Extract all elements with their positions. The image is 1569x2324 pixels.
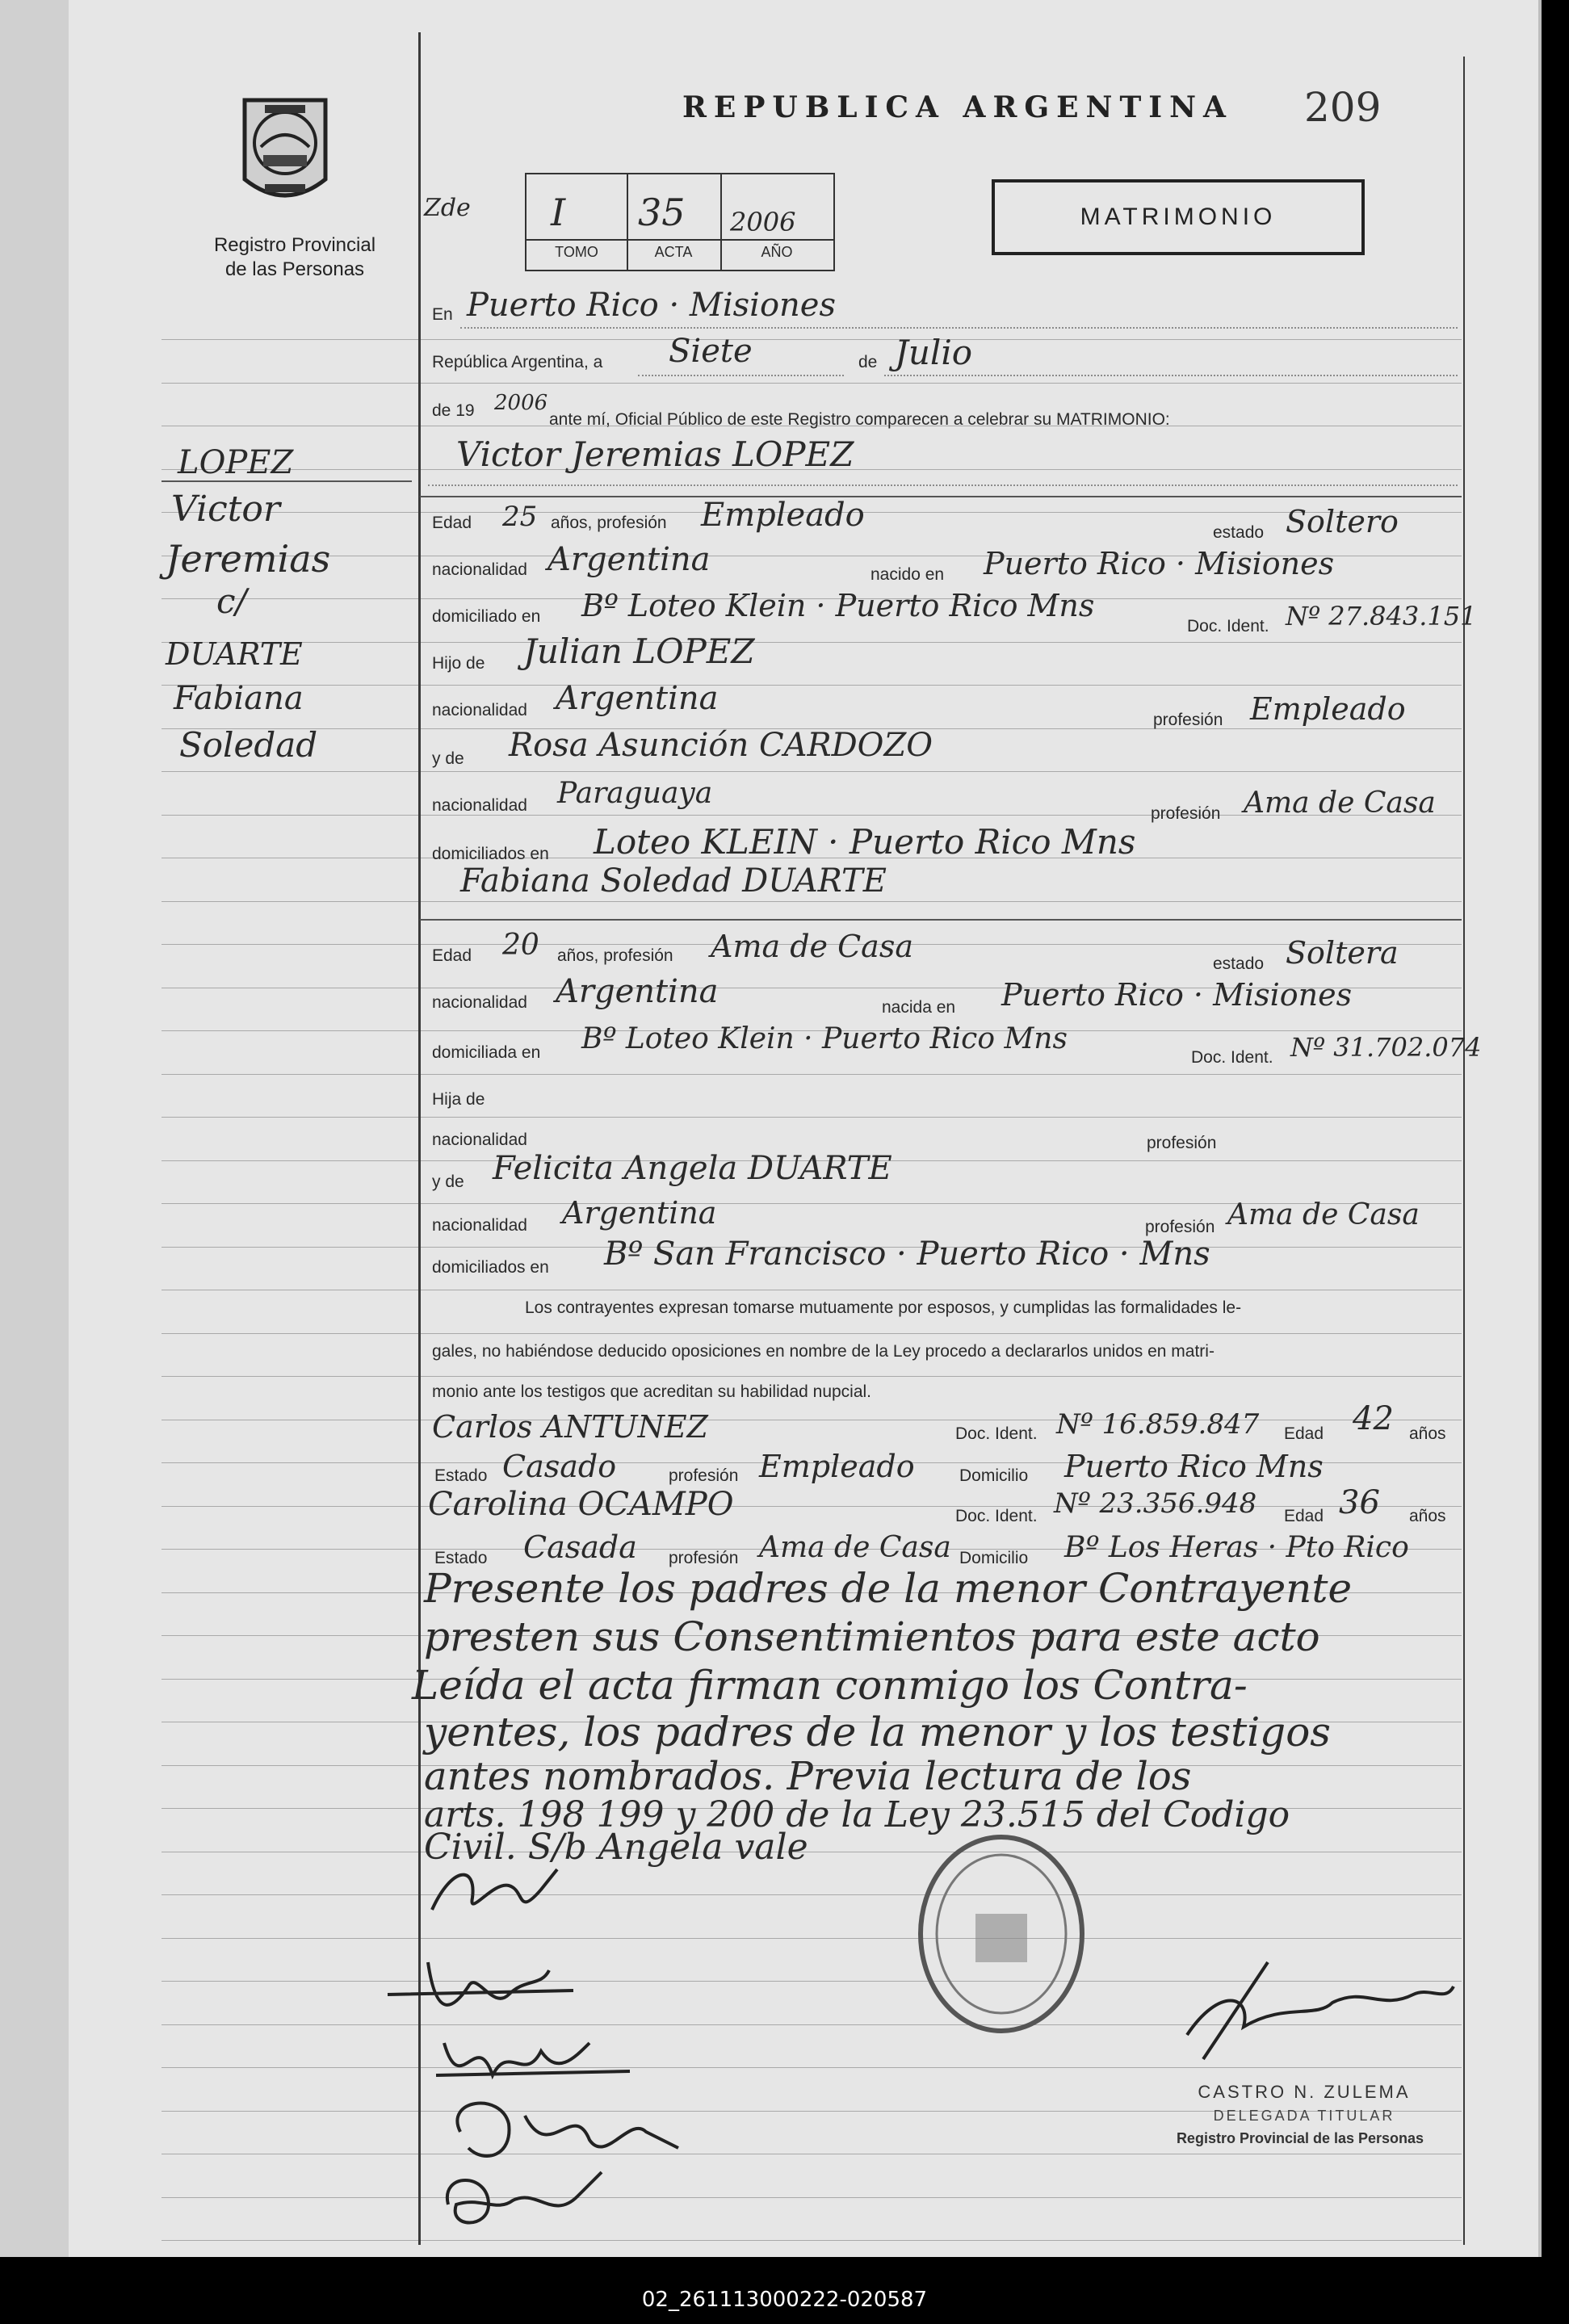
bride-estado: Soltera	[1286, 935, 1399, 971]
ruled-line	[162, 2240, 1462, 2241]
groom-parents-dom: Loteo KLEIN · Puerto Rico Mns	[594, 822, 1136, 862]
acta-label: ACTA	[654, 244, 693, 260]
official-round-stamp	[912, 1829, 1090, 2043]
witness2-estado: Casada	[523, 1529, 637, 1565]
groom-mother-nac: Paraguaya	[557, 777, 713, 810]
year-value: 2006	[494, 391, 548, 415]
groom-mother-prof: Ama de Casa	[1244, 787, 1436, 820]
groom-estado-label: estado	[1213, 523, 1265, 542]
bride-mother-nac-label: nacionalidad	[432, 1216, 527, 1235]
record-reference-box	[525, 173, 835, 271]
officer-name: CASTRO N. ZULEMA	[1198, 2082, 1411, 2102]
republic-title: REPUBLICA ARGENTINA	[682, 90, 1233, 124]
bride-mother-nac: Argentina	[562, 1195, 717, 1231]
bride-nacionalidad: Argentina	[556, 973, 719, 1010]
groom-father-prof-label: profesión	[1153, 711, 1223, 729]
image-caption: 02_261113000222-020587	[641, 2288, 928, 2312]
zone-mark: Zde	[424, 194, 471, 222]
act-type-label: MATRIMONIO	[1080, 203, 1277, 230]
officer-signature	[1171, 1954, 1462, 2071]
ruled-line	[162, 1376, 1462, 1377]
ruled-line	[162, 339, 1462, 340]
groom-mother: Rosa Asunción CARDOZO	[509, 727, 933, 764]
groom-hijo-label: Hijo de	[432, 654, 485, 673]
ruled-line	[162, 685, 1462, 686]
officer-office: Registro Provincial de las Personas	[1176, 2130, 1424, 2146]
groom-y-de-label: y de	[432, 749, 464, 768]
ruled-line	[162, 642, 1462, 643]
act-type-box	[992, 179, 1365, 255]
bride-nacionalidad-label: nacionalidad	[432, 993, 527, 1012]
witness1-estado-label: Estado	[434, 1466, 488, 1485]
ano-label: AÑO	[761, 244, 793, 260]
margin-line: Soledad	[179, 725, 318, 765]
margin-line: Jeremias	[166, 537, 331, 581]
officer-title: DELEGADA TITULAR	[1213, 2108, 1395, 2124]
ruled-line	[162, 1074, 1462, 1075]
margin-line: LOPEZ	[178, 444, 294, 481]
signature-witness-2	[432, 2156, 626, 2241]
bride-profesion: Ama de Casa	[711, 929, 913, 964]
declaration-line3: monio ante los testigos que acreditan su habilidad nupcial.	[432, 1382, 872, 1401]
witness1-anos-label: años	[1409, 1424, 1446, 1443]
witness2-edad-label: Edad	[1284, 1507, 1324, 1525]
bride-doc-label: Doc. Ident.	[1191, 1048, 1273, 1067]
ano-value: 2006	[730, 207, 796, 237]
witness2-doc-label: Doc. Ident.	[955, 1507, 1038, 1525]
witness1-doc: Nº 16.859.847	[1056, 1408, 1260, 1441]
ruled-line	[162, 383, 1462, 384]
witness1-name: Carlos ANTUNEZ	[432, 1409, 708, 1445]
bride-parents-dom-label: domiciliados en	[432, 1258, 549, 1277]
place-value: Puerto Rico · Misiones	[467, 287, 836, 324]
image-caption-bar	[0, 2257, 1569, 2324]
groom-father-nac-label: nacionalidad	[432, 701, 527, 719]
groom-doc-label: Doc. Ident.	[1187, 617, 1269, 636]
bride-doc: Nº 31.702.074	[1290, 1032, 1482, 1063]
witness2-domicilio: Bº Los Heras · Pto Rico	[1064, 1531, 1409, 1564]
bride-mother-prof-label: profesión	[1145, 1218, 1215, 1236]
note-line: arts. 198 199 y 200 de la Ley 23.515 del Codigo	[424, 1794, 1290, 1835]
en-label: En	[432, 305, 453, 324]
groom-father-nac: Argentina	[556, 680, 719, 717]
declaration-line2: gales, no habiéndose deducido oposiciones en nombre de la Ley procedo a declararlos unidos en matri-	[432, 1342, 1215, 1361]
witness1-domicilio: Puerto Rico Mns	[1064, 1449, 1324, 1484]
provincial-seal	[233, 90, 338, 212]
witness2-profesion-label: profesión	[669, 1549, 739, 1567]
bride-father-nac-label: nacionalidad	[432, 1131, 527, 1149]
note-line: Leída el acta firman conmigo los Contra-	[412, 1662, 1248, 1709]
tomo-label: TOMO	[555, 244, 598, 260]
groom-mother-nac-label: nacionalidad	[432, 796, 527, 815]
bride-estado-label: estado	[1213, 954, 1265, 973]
groom-estado: Soltero	[1286, 504, 1399, 539]
witness1-edad: 42	[1353, 1400, 1394, 1437]
ruled-line	[162, 1117, 1462, 1118]
ruled-line	[162, 2197, 1462, 2198]
groom-anos-profesion-label: años, profesión	[551, 514, 667, 532]
groom-domicilio: Bº Loteo Klein · Puerto Rico Mns	[581, 588, 1095, 623]
bride-anos-profesion-label: años, profesión	[557, 946, 673, 965]
bride-mother: Felicita Angela DUARTE	[493, 1150, 892, 1187]
witness2-doc: Nº 23.356.948	[1054, 1487, 1257, 1520]
groom-name: Victor Jeremias LOPEZ	[456, 434, 854, 474]
groom-parents-dom-label: domiciliados en	[432, 845, 549, 863]
bride-nacida-label: nacida en	[882, 998, 956, 1017]
bride-domicilio: Bº Loteo Klein · Puerto Rico Mns	[581, 1022, 1068, 1055]
tomo-value: I	[551, 191, 566, 234]
signature-groom	[420, 1849, 581, 1934]
bride-hija-label: Hija de	[432, 1090, 485, 1109]
note-line: yentes, los padres de la menor y los testigos	[424, 1709, 1331, 1756]
bride-y-de-label: y de	[432, 1172, 464, 1191]
witness1-doc-label: Doc. Ident.	[955, 1424, 1038, 1443]
year-prefix: de 19	[432, 401, 475, 420]
office-name-line1: Registro Provincial	[213, 234, 376, 256]
ruled-line	[162, 1938, 1462, 1939]
witness1-estado: Casado	[502, 1449, 617, 1484]
witness2-domicilio-label: Domicilio	[959, 1549, 1029, 1567]
right-border	[1463, 57, 1465, 2245]
note-line: presten sus Consentimientos para este acto	[424, 1613, 1320, 1660]
margin-line: c/	[216, 581, 247, 621]
day-value: Siete	[669, 333, 753, 370]
groom-nacido: Puerto Rico · Misiones	[984, 546, 1335, 581]
witness1-profesion: Empleado	[759, 1449, 915, 1484]
bride-parents-dom: Bº San Francisco · Puerto Rico · Mns	[604, 1235, 1210, 1273]
margin-underline	[162, 480, 412, 482]
bride-mother-prof: Ama de Casa	[1227, 1198, 1420, 1231]
bride-father-prof-label: profesión	[1147, 1134, 1217, 1152]
groom-nacionalidad: Argentina	[547, 541, 711, 578]
bride-edad-label: Edad	[432, 946, 472, 965]
bride-domicilio-label: domiciliada en	[432, 1043, 541, 1062]
groom-edad-label: Edad	[432, 514, 472, 532]
groom-father: Julian LOPEZ	[523, 631, 755, 671]
witness1-domicilio-label: Domicilio	[959, 1466, 1029, 1485]
groom-doc: Nº 27.843.151	[1286, 601, 1477, 631]
witness1-profesion-label: profesión	[669, 1466, 739, 1485]
page-number: 209	[1304, 84, 1382, 131]
bride-edad: 20	[502, 929, 539, 962]
groom-domicilio-label: domiciliado en	[432, 607, 541, 626]
groom-profesion: Empleado	[701, 497, 865, 534]
witness1-edad-label: Edad	[1284, 1424, 1324, 1443]
note-line: antes nombrados. Previa lectura de los	[424, 1754, 1192, 1799]
ruled-line	[162, 1506, 1462, 1507]
bride-nacida: Puerto Rico · Misiones	[1001, 977, 1353, 1013]
witness2-edad: 36	[1339, 1484, 1380, 1521]
ruled-line	[162, 901, 1462, 902]
witness2-anos-label: años	[1409, 1507, 1446, 1525]
office-name-line2: de las Personas	[224, 258, 365, 280]
groom-edad: 25	[502, 501, 538, 533]
margin-line: Victor	[171, 489, 280, 530]
republica-label: República Argentina, a	[432, 353, 603, 371]
witness2-name: Carolina OCAMPO	[428, 1486, 734, 1523]
month-de-label: de	[858, 353, 878, 371]
groom-nacido-label: nacido en	[871, 565, 945, 584]
bride-name: Fabiana Soledad DUARTE	[460, 862, 887, 900]
margin-line: DUARTE	[166, 636, 303, 672]
declaration-line1: Los contrayentes expresan tomarse mutuamente por esposos, y cumplidas las formalidades le-	[525, 1298, 1242, 1317]
month-value: Julio	[895, 333, 973, 372]
ruled-line	[162, 1894, 1462, 1895]
ruled-line	[162, 771, 1462, 772]
groom-mother-prof-label: profesión	[1151, 804, 1221, 823]
note-line: Presente los padres de la menor Contrayente	[424, 1565, 1353, 1612]
margin-line: Fabiana	[174, 680, 304, 717]
groom-father-prof: Empleado	[1250, 691, 1406, 727]
groom-nacionalidad-label: nacionalidad	[432, 560, 527, 579]
ruled-line	[162, 1333, 1462, 1334]
acta-value: 35	[638, 191, 686, 234]
witness2-estado-label: Estado	[434, 1549, 488, 1567]
intro-text: ante mí, Oficial Público de este Registro comparecen a celebrar su MATRIMONIO:	[549, 410, 1170, 429]
note-line: Civil. S/b Angela vale	[424, 1827, 808, 1868]
witness2-profesion: Ama de Casa	[759, 1531, 951, 1564]
